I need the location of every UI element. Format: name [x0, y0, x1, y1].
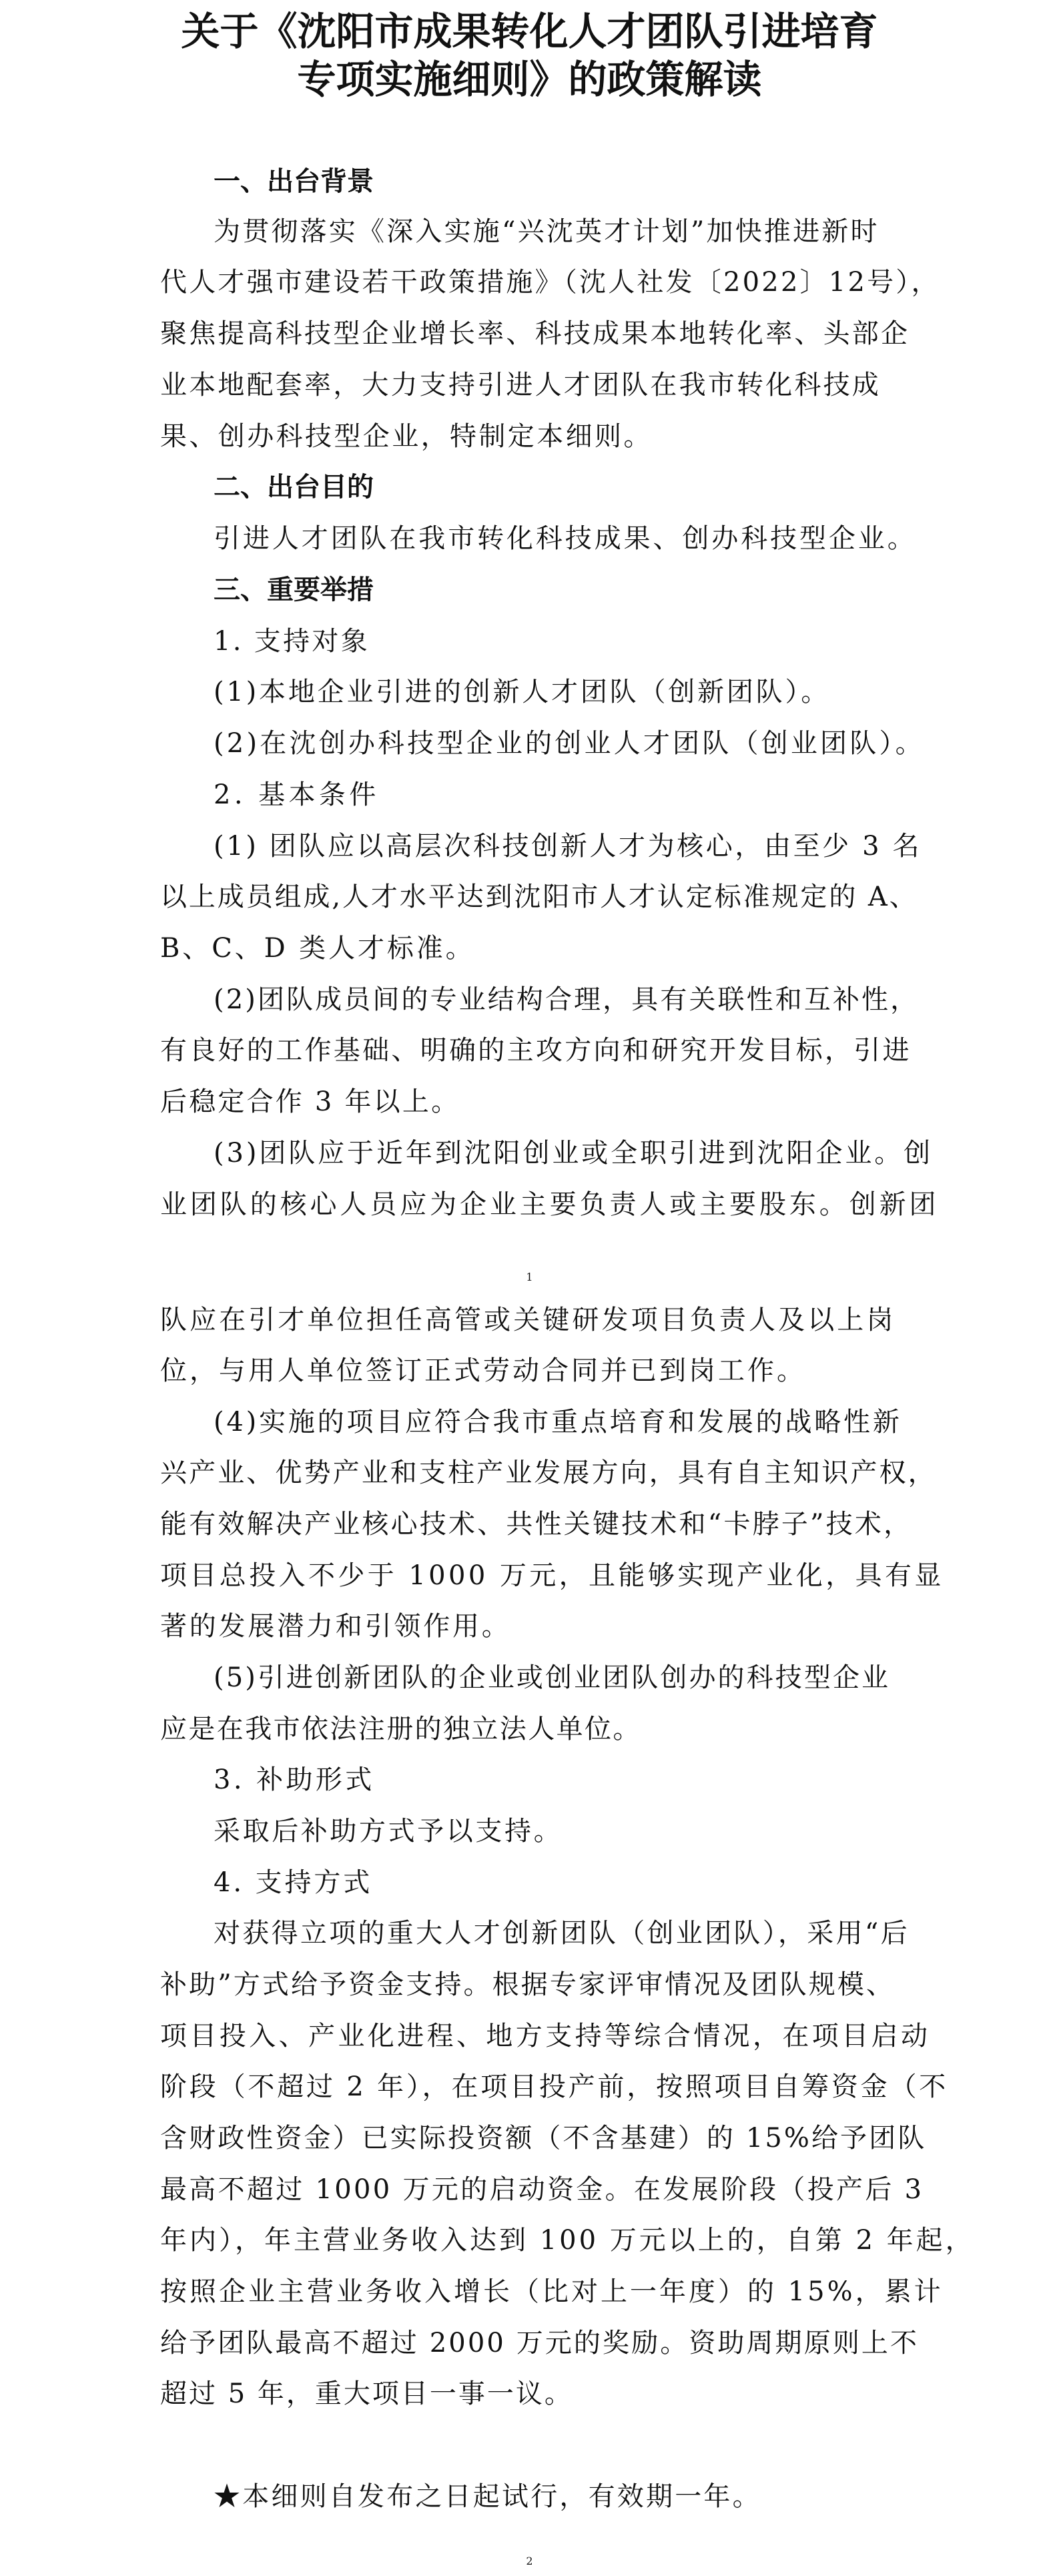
- subheading-basic-conditions: 2. 基本条件: [214, 779, 380, 810]
- list-item: (2)在沈创办科技型企业的创业人才团队（创业团队）。: [214, 728, 925, 759]
- document-title-line-1: 关于《沈阳市成果转化人才团队引进培育: [181, 9, 878, 54]
- paragraph-line: 业团队的核心人员应为企业主要负责人或主要股东。创新团: [160, 1189, 940, 1220]
- paragraph-line: 含财政性资金）已实际投资额（不含基建）的 15%给予团队: [160, 2123, 927, 2154]
- paragraph-line: 引进人才团队在我市转化科技成果、创办科技型企业。: [214, 523, 917, 554]
- paragraph-line: 对获得立项的重大人才创新团队（创业团队），采用“后: [214, 1918, 910, 1949]
- paragraph-line: 以上成员组成,人才水平达到沈阳市人才认定标准规定的 A、: [160, 882, 918, 912]
- paragraph-line: 兴产业、优势产业和支柱产业发展方向，具有自主知识产权，: [160, 1458, 937, 1488]
- subheading-support-targets: 1. 支持对象: [214, 626, 370, 657]
- paragraph-line: 项目投入、产业化进程、地方支持等综合情况，在项目启动: [160, 2021, 931, 2051]
- paragraph-line: 给予团队最高不超过 2000 万元的奖励。资助周期原则上不: [160, 2328, 920, 2358]
- paragraph-line: 后稳定合作 3 年以上。: [160, 1086, 460, 1117]
- paragraph-line: 代人才强市建设若干政策措施》（沈人社发〔2022〕12号），: [160, 267, 940, 298]
- paragraph-line: 按照企业主营业务收入增长（比对上一年度）的 15%，累计: [160, 2276, 944, 2307]
- paragraph-line: B、C、D 类人才标准。: [160, 933, 475, 964]
- paragraph-line: 能有效解决产业核心技术、共性关键技术和“卡脖子”技术，: [160, 1509, 913, 1540]
- paragraph-line: (5)引进创新团队的企业或创业团队创办的科技型企业: [214, 1662, 891, 1693]
- section-heading-measures: 三、重要举措: [214, 575, 374, 605]
- paragraph-line: 著的发展潜力和引领作用。: [160, 1611, 511, 1642]
- paragraph-line: 聚焦提高科技型企业增长率、科技成果本地转化率、头部企: [160, 318, 910, 349]
- paragraph-line: 队应在引才单位担任高管或关键研发项目负责人及以上岗: [160, 1305, 896, 1335]
- paragraph-line: 果、创办科技型企业，特制定本细则。: [160, 421, 653, 452]
- page-number: 1: [526, 1271, 533, 1283]
- list-item: (1)本地企业引进的创新人才团队（创新团队）。: [214, 677, 831, 707]
- page-number: 2: [526, 2555, 533, 2567]
- paragraph-line: 项目总投入不少于 1000 万元，且能够实现产业化，具有显: [160, 1560, 944, 1591]
- paragraph-line: 阶段（不超过 2 年），在项目投产前，按照项目自筹资金（不: [160, 2071, 949, 2102]
- paragraph-line: 业本地配套率，大力支持引进人才团队在我市转化科技成: [160, 370, 881, 400]
- paragraph-line: 位，与用人单位签订正式劳动合同并已到岗工作。: [160, 1355, 806, 1386]
- paragraph-line: 有良好的工作基础、明确的主攻方向和研究开发目标，引进: [160, 1035, 912, 1066]
- subheading-support-method: 4. 支持方式: [214, 1867, 373, 1898]
- subheading-subsidy-form: 3. 补助形式: [214, 1764, 375, 1795]
- paragraph-line: 为贯彻落实《深入实施“兴沈英才计划”加快推进新时: [214, 216, 879, 247]
- validity-note: ★本细则自发布之日起试行，有效期一年。: [214, 2481, 761, 2512]
- paragraph-line: 年内），年主营业务收入达到 100 万元以上的，自第 2 年起，: [160, 2225, 975, 2256]
- paragraph-line: (2)团队成员间的专业结构合理，具有关联性和互补性，: [214, 984, 920, 1015]
- section-heading-purpose: 二、出台目的: [214, 472, 374, 503]
- paragraph-line: 最高不超过 1000 万元的启动资金。在发展阶段（投产后 3: [160, 2174, 924, 2205]
- paragraph-line: (1) 团队应以高层次科技创新人才为核心，由至少 3 名: [214, 831, 922, 862]
- paragraph-line: 超过 5 年，重大项目一事一议。: [160, 2378, 573, 2409]
- paragraph-line: 补助”方式给予资金支持。根据专家评审情况及团队规模、: [160, 1969, 896, 2000]
- paragraph-line: 应是在我市依法注册的独立法人单位。: [160, 1714, 641, 1744]
- section-heading-background: 一、出台背景: [214, 166, 374, 197]
- paragraph-line: 采取后补助方式予以支持。: [214, 1816, 563, 1847]
- paragraph-line: (4)实施的项目应符合我市重点培育和发展的战略性新: [214, 1407, 902, 1437]
- document-title-line-2: 专项实施细则》的政策解读: [297, 57, 762, 102]
- paragraph-line: (3)团队应于近年到沈阳创业或全职引进到沈阳企业。创: [214, 1138, 934, 1169]
